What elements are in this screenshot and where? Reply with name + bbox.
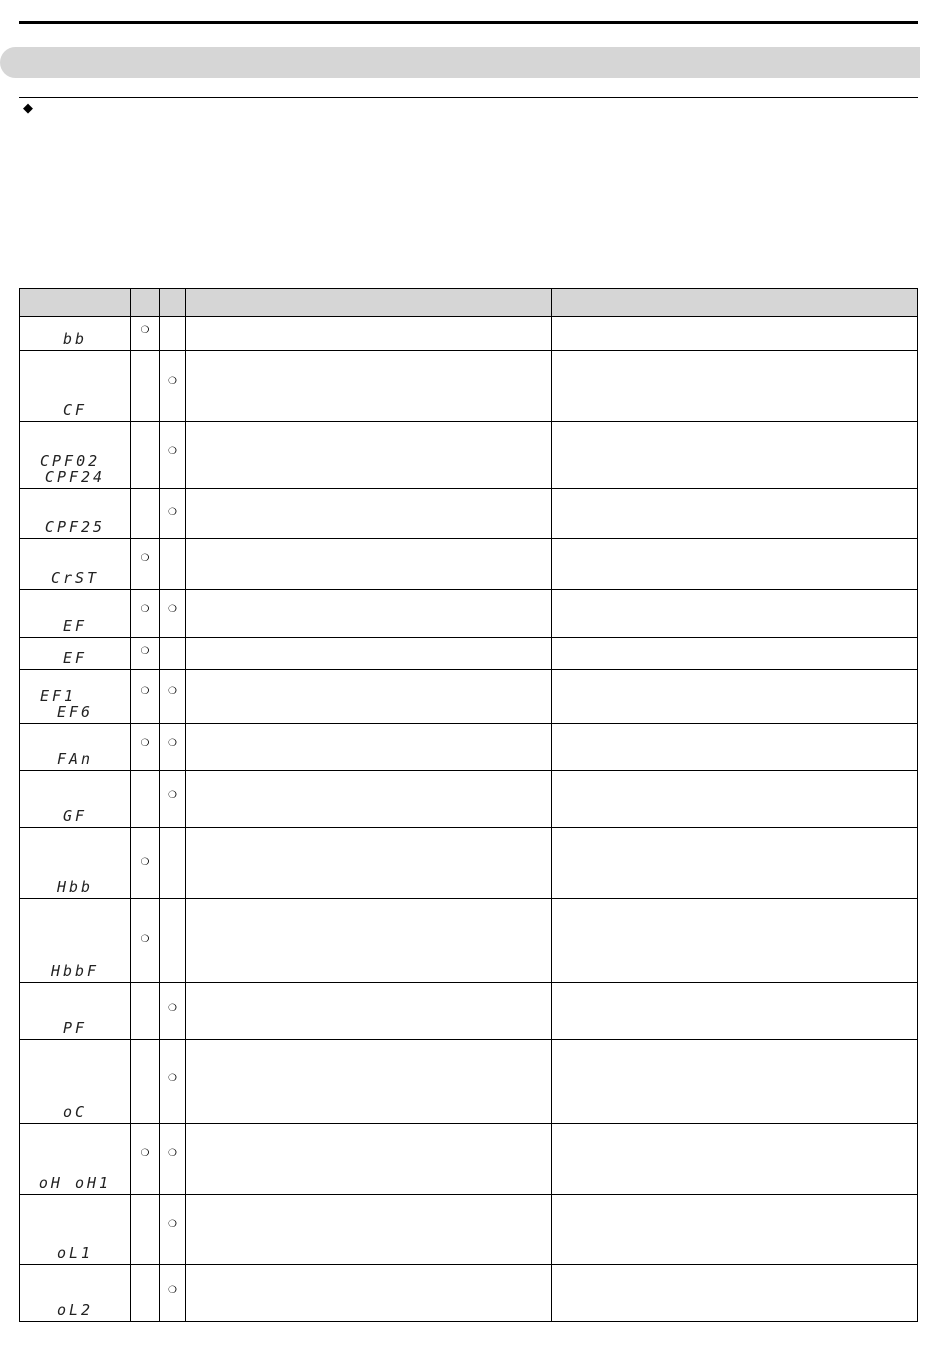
section-heading-band xyxy=(0,47,920,78)
minor-fault-cell xyxy=(131,1265,160,1322)
fault-code-display xyxy=(20,539,130,589)
applies-mark: ❍ xyxy=(168,738,177,749)
cause-cell xyxy=(186,1265,552,1322)
fault-code-text: oL2 xyxy=(56,1301,94,1319)
fault-code-cell xyxy=(20,422,131,489)
table-row xyxy=(20,771,918,828)
cause-cell xyxy=(186,351,552,422)
action-cell xyxy=(552,828,918,899)
action-cell xyxy=(552,1265,918,1322)
fault-code-text: CPF24 xyxy=(44,468,106,486)
fault-code-table xyxy=(19,288,918,1322)
fault-code-display xyxy=(20,1040,130,1123)
applies-mark: ❍ xyxy=(168,1285,177,1296)
major-fault-cell xyxy=(160,590,186,638)
fault-code-text: EF xyxy=(62,649,88,667)
major-fault-cell xyxy=(160,1124,186,1195)
fault-code-display xyxy=(20,1124,130,1194)
table-row xyxy=(20,1124,918,1195)
fault-code-text: PF xyxy=(62,1019,88,1037)
fault-code-cell xyxy=(20,638,131,670)
minor-fault-cell xyxy=(131,638,160,670)
action-cell xyxy=(552,983,918,1040)
fault-code-cell xyxy=(20,670,131,724)
minor-fault-cell xyxy=(131,317,160,351)
fault-code-display xyxy=(20,1265,130,1321)
applies-mark: ❍ xyxy=(140,857,150,868)
header-minor xyxy=(131,289,160,317)
cause-cell xyxy=(186,590,552,638)
fault-code-cell xyxy=(20,983,131,1040)
applies-mark: ❍ xyxy=(140,553,150,564)
fault-code-display xyxy=(20,983,130,1039)
cause-cell xyxy=(186,422,552,489)
fault-code-text: bb xyxy=(62,330,88,348)
minor-fault-cell xyxy=(131,539,160,590)
fault-code-cell xyxy=(20,1265,131,1322)
applies-mark: ❍ xyxy=(168,686,177,697)
fault-code-display xyxy=(20,899,130,982)
major-fault-cell xyxy=(160,828,186,899)
fault-code-display xyxy=(20,724,130,770)
table-row xyxy=(20,1040,918,1124)
cause-cell xyxy=(186,489,552,539)
table-header-row xyxy=(20,289,918,317)
fault-code-display xyxy=(20,638,130,669)
cause-cell xyxy=(186,983,552,1040)
cause-cell xyxy=(186,1195,552,1265)
fault-code-cell xyxy=(20,724,131,771)
minor-fault-cell xyxy=(131,489,160,539)
fault-code-display xyxy=(20,422,130,488)
applies-mark: ❍ xyxy=(168,507,177,518)
applies-mark: ❍ xyxy=(140,604,150,615)
major-fault-cell xyxy=(160,899,186,983)
table-row xyxy=(20,899,918,983)
major-fault-cell xyxy=(160,351,186,422)
cause-cell xyxy=(186,539,552,590)
minor-fault-cell xyxy=(131,422,160,489)
minor-fault-cell xyxy=(131,670,160,724)
table-row xyxy=(20,724,918,771)
applies-mark: ❍ xyxy=(140,646,150,657)
fault-code-text: oC xyxy=(62,1103,88,1121)
cause-cell xyxy=(186,771,552,828)
fault-code-text: CrST xyxy=(50,569,100,587)
action-cell xyxy=(552,1124,918,1195)
cause-cell xyxy=(186,317,552,351)
action-cell xyxy=(552,638,918,670)
table-row xyxy=(20,670,918,724)
header-code xyxy=(20,289,131,317)
action-cell xyxy=(552,899,918,983)
fault-code-text: HbbF xyxy=(50,962,100,980)
fault-code-text: CPF25 xyxy=(44,518,106,536)
action-cell xyxy=(552,539,918,590)
fault-code-cell xyxy=(20,489,131,539)
major-fault-cell xyxy=(160,670,186,724)
fault-code-text: FAn xyxy=(56,750,94,768)
fault-code-display xyxy=(20,489,130,538)
applies-mark: ❍ xyxy=(168,446,177,457)
top-rule xyxy=(19,21,918,24)
fault-code-cell xyxy=(20,1195,131,1265)
table-row xyxy=(20,1265,918,1322)
fault-code-cell xyxy=(20,351,131,422)
minor-fault-cell xyxy=(131,351,160,422)
minor-fault-cell xyxy=(131,899,160,983)
minor-fault-cell xyxy=(131,1195,160,1265)
minor-fault-cell xyxy=(131,1040,160,1124)
fault-code-cell xyxy=(20,1124,131,1195)
cause-cell xyxy=(186,899,552,983)
major-fault-cell xyxy=(160,638,186,670)
minor-fault-cell xyxy=(131,828,160,899)
fault-code-cell xyxy=(20,1040,131,1124)
table-row xyxy=(20,422,918,489)
header-major xyxy=(160,289,186,317)
header-action xyxy=(552,289,918,317)
fault-code-cell xyxy=(20,771,131,828)
fault-code-cell xyxy=(20,899,131,983)
action-cell xyxy=(552,489,918,539)
fault-code-display xyxy=(20,670,130,723)
applies-mark: ❍ xyxy=(168,1148,177,1159)
diamond-icon: ◆ xyxy=(23,101,33,116)
table-row xyxy=(20,983,918,1040)
table-row xyxy=(20,489,918,539)
table-row xyxy=(20,1195,918,1265)
table-row xyxy=(20,317,918,351)
applies-mark: ❍ xyxy=(140,325,150,336)
fault-code-display xyxy=(20,351,130,421)
fault-code-cell xyxy=(20,317,131,351)
minor-fault-cell xyxy=(131,983,160,1040)
applies-mark: ❍ xyxy=(168,1219,177,1230)
action-cell xyxy=(552,1040,918,1124)
fault-code-display xyxy=(20,828,130,898)
action-cell xyxy=(552,351,918,422)
major-fault-cell xyxy=(160,317,186,351)
header-cause xyxy=(186,289,552,317)
table-row xyxy=(20,590,918,638)
fault-code-display xyxy=(20,771,130,827)
fault-code-display xyxy=(20,590,130,637)
major-fault-cell xyxy=(160,489,186,539)
fault-code-cell xyxy=(20,590,131,638)
fault-code-text: oL1 xyxy=(56,1244,94,1262)
action-cell xyxy=(552,317,918,351)
cause-cell xyxy=(186,724,552,771)
table-row xyxy=(20,638,918,670)
minor-fault-cell xyxy=(131,724,160,771)
major-fault-cell xyxy=(160,539,186,590)
fault-code-text: CF xyxy=(62,401,88,419)
major-fault-cell xyxy=(160,1265,186,1322)
fault-code-text: CPF02 xyxy=(40,452,101,470)
cause-cell xyxy=(186,638,552,670)
applies-mark: ❍ xyxy=(168,1073,177,1084)
fault-code-text: EF xyxy=(62,617,88,635)
action-cell xyxy=(552,590,918,638)
section-rule xyxy=(19,97,918,98)
minor-fault-cell xyxy=(131,771,160,828)
table-row xyxy=(20,828,918,899)
fault-code-display xyxy=(20,1195,130,1264)
table-row xyxy=(20,351,918,422)
applies-mark: ❍ xyxy=(140,686,150,697)
fault-code-text: EF6 xyxy=(56,703,94,721)
fault-code-display xyxy=(20,317,130,350)
applies-mark: ❍ xyxy=(140,934,150,945)
fault-code-text: GF xyxy=(62,807,88,825)
minor-fault-cell xyxy=(131,1124,160,1195)
cause-cell xyxy=(186,670,552,724)
fault-code-text: EF1 xyxy=(40,687,77,705)
cause-cell xyxy=(186,828,552,899)
action-cell xyxy=(552,724,918,771)
applies-mark: ❍ xyxy=(168,1003,177,1014)
action-cell xyxy=(552,422,918,489)
cause-cell xyxy=(186,1124,552,1195)
applies-mark: ❍ xyxy=(168,604,177,615)
fault-code-cell xyxy=(20,539,131,590)
major-fault-cell xyxy=(160,1195,186,1265)
major-fault-cell xyxy=(160,1040,186,1124)
table-row xyxy=(20,539,918,590)
action-cell xyxy=(552,771,918,828)
fault-code-cell xyxy=(20,828,131,899)
cause-cell xyxy=(186,1040,552,1124)
major-fault-cell xyxy=(160,771,186,828)
major-fault-cell xyxy=(160,724,186,771)
major-fault-cell xyxy=(160,983,186,1040)
applies-mark: ❍ xyxy=(140,738,150,749)
applies-mark: ❍ xyxy=(168,376,177,387)
minor-fault-cell xyxy=(131,590,160,638)
action-cell xyxy=(552,1195,918,1265)
applies-mark: ❍ xyxy=(168,790,177,801)
fault-code-text: Hbb xyxy=(56,878,94,896)
applies-mark: ❍ xyxy=(140,1148,150,1159)
major-fault-cell xyxy=(160,422,186,489)
action-cell xyxy=(552,670,918,724)
fault-code-text: oH oH1 xyxy=(38,1174,112,1192)
